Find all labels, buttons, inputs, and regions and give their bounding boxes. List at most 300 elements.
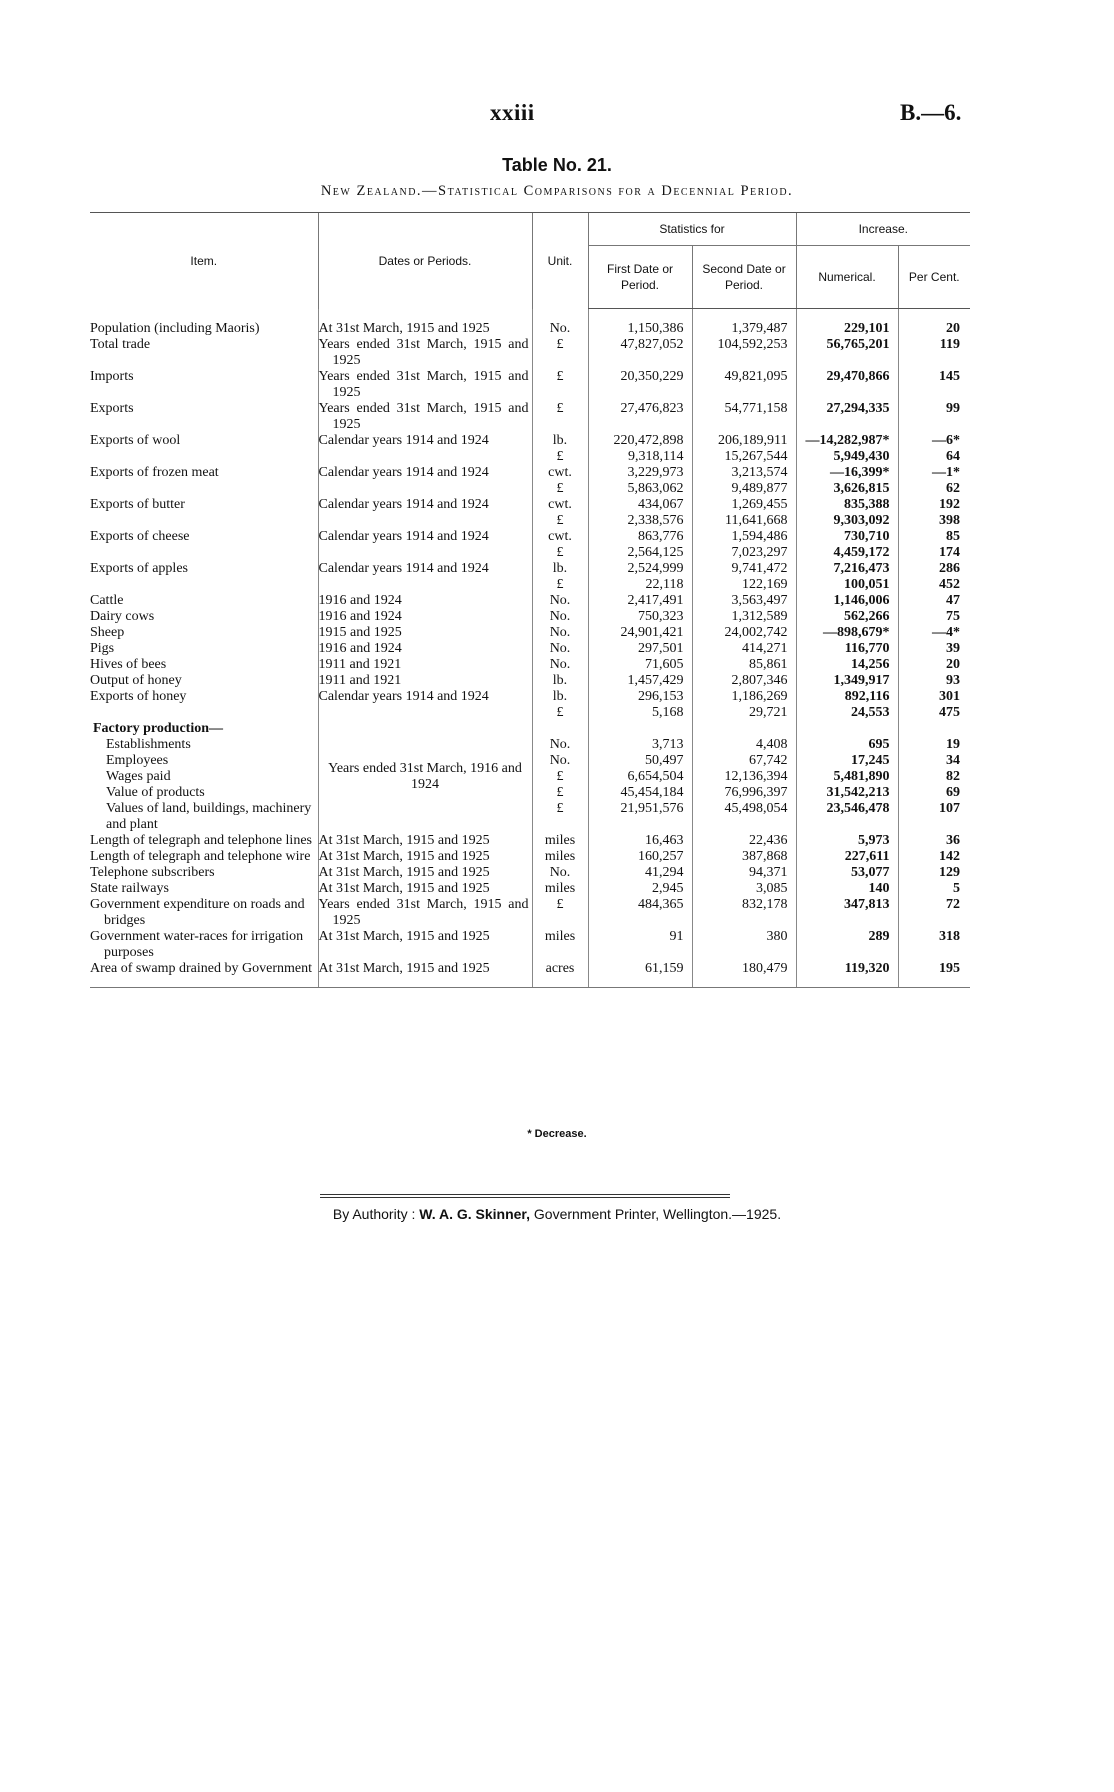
table-row: [90, 897, 970, 929]
row-item: Exports of frozen meat: [90, 465, 219, 480]
row-dates: 1911 and 1921: [318, 657, 532, 673]
row-unit: £: [532, 785, 588, 801]
empty-cell: [796, 977, 898, 988]
row-first-value-value: 220,472,898: [613, 433, 684, 448]
row-increase-percent-value: 47: [946, 593, 961, 608]
row-increase-numerical: 347,813: [796, 897, 898, 929]
row-unit: [532, 641, 588, 657]
row-increase-percent: [898, 497, 970, 529]
row-unit-value: cwt.: [548, 497, 572, 512]
row-first-value: 45,454,184: [588, 785, 692, 801]
header-second-date: Second Date or Period.: [692, 246, 796, 309]
row-first-value-value: 20,350,229: [620, 369, 684, 384]
row-first-value-value: 1,457,429: [627, 673, 684, 688]
row-second-value-value: 1,312,589: [731, 609, 788, 624]
row-increase-numerical: 31,542,213: [796, 785, 898, 801]
row-item: Length of telegraph and telephone wire: [90, 849, 311, 864]
header-statistics-for: Statistics for: [588, 213, 796, 246]
row-unit: [532, 529, 588, 561]
row-increase-numerical: [796, 465, 898, 497]
row-increase-percent-value: 301: [939, 689, 961, 704]
row-increase-percent: [898, 641, 970, 657]
row-second-value: 67,742: [692, 753, 796, 769]
row-unit: £: [532, 769, 588, 785]
row-increase-percent-value: 99: [946, 401, 961, 416]
row-dates: At 31st March, 1915 and 1925: [318, 849, 532, 865]
row-first-value-value: 24,901,421: [620, 625, 684, 640]
factory-dates: [318, 721, 532, 833]
row-second-value-value: 104,592,253: [717, 337, 788, 352]
row-dates: At 31st March, 1915 and 1925: [318, 833, 532, 849]
row-increase-numerical: [796, 561, 898, 593]
row-increase-numerical-value: 56,765,201: [826, 337, 890, 352]
row-second-value-value: 54,771,158: [724, 401, 788, 416]
row-unit-value: lb.: [552, 673, 568, 688]
row-unit-value: £: [556, 577, 564, 592]
row-second-value-value: 3,563,497: [731, 593, 788, 608]
row-first-value: [588, 657, 692, 673]
row-increase-numerical: [796, 337, 898, 369]
row-first-value-value: 27,476,823: [620, 401, 684, 416]
row-increase-numerical: [796, 673, 898, 689]
row-unit-value: £: [556, 545, 564, 560]
row-increase-numerical-value: 14,256: [851, 657, 890, 672]
row-second-value: 3,085: [692, 881, 796, 897]
row-dates: Years ended 31st March, 1915 and 1925: [318, 897, 532, 929]
row-increase-numerical: [796, 497, 898, 529]
row-item: Exports of wool: [90, 433, 181, 448]
row-second-value: [692, 673, 796, 689]
table-row: [90, 657, 970, 673]
row-increase-numerical: [796, 401, 898, 433]
row-unit: No.: [532, 865, 588, 881]
row-unit: [532, 401, 588, 433]
row-first-value: [588, 401, 692, 433]
page-number: xxiii: [490, 100, 535, 125]
row-second-value: 22,436: [692, 833, 796, 849]
table-row: [90, 433, 970, 465]
row-first-value: [588, 561, 692, 593]
row-increase-numerical-value: 100,051: [844, 577, 890, 592]
row-second-value: [692, 689, 796, 721]
row-increase-percent-value: 93: [946, 673, 961, 688]
imprint-printer-name: W. A. G. Skinner,: [419, 1206, 530, 1222]
row-unit-value: £: [556, 369, 564, 384]
row-increase-percent: 5: [898, 881, 970, 897]
row-increase-percent-value: —4*: [932, 625, 961, 640]
row-first-value: [588, 641, 692, 657]
row-first-value-value: 71,605: [645, 657, 684, 672]
row-second-value-value: 24,002,742: [724, 625, 788, 640]
row-first-value: 41,294: [588, 865, 692, 881]
row-item: Exports of butter: [90, 497, 185, 512]
header-unit: Unit.: [532, 213, 588, 309]
empty-cell: [898, 721, 970, 737]
row-unit: miles: [532, 849, 588, 865]
row-increase-numerical-value: 892,116: [844, 689, 890, 704]
row-unit: £: [532, 897, 588, 929]
row-unit: [532, 625, 588, 641]
row-second-value: 12,136,394: [692, 769, 796, 785]
row-second-value-value: 1,594,486: [731, 529, 788, 544]
row-dates: At 31st March, 1915 and 1925: [318, 321, 532, 337]
row-increase-percent-value: 75: [946, 609, 961, 624]
row-item: Pigs: [90, 641, 115, 656]
row-increase-percent-value: 39: [946, 641, 961, 656]
row-dates: Calendar years 1914 and 1924: [318, 561, 532, 593]
row-dates: 1916 and 1924: [318, 593, 532, 609]
table-row: [90, 561, 970, 593]
row-unit: miles: [532, 881, 588, 897]
row-increase-numerical: 289: [796, 929, 898, 961]
row-item: Sheep: [90, 625, 125, 640]
row-first-value: [588, 673, 692, 689]
header-per-cent: Per Cent.: [898, 246, 970, 309]
row-increase-percent: [898, 529, 970, 561]
printer-imprint: [0, 1206, 1114, 1222]
table-row: [90, 961, 970, 977]
row-first-value-value: 2,524,999: [627, 561, 684, 576]
row-item: Exports of cheese: [90, 529, 190, 544]
empty-cell: [796, 721, 898, 737]
table-row: [90, 529, 970, 561]
row-item: Total trade: [90, 337, 151, 352]
row-item: Length of telegraph and telephone lines: [90, 833, 312, 848]
row-unit-value: No.: [549, 657, 571, 672]
row-unit: [532, 593, 588, 609]
row-increase-numerical-value: 7,216,473: [833, 561, 890, 576]
row-increase-percent: 69: [898, 785, 970, 801]
empty-cell: [318, 977, 532, 988]
row-unit: [532, 433, 588, 465]
row-item: Cattle: [90, 593, 124, 608]
table-row: [90, 401, 970, 433]
row-increase-numerical: [796, 689, 898, 721]
header-dates: Dates or Periods.: [318, 213, 532, 309]
row-dates: Calendar years 1914 and 1924: [318, 465, 532, 497]
row-unit: [532, 321, 588, 337]
row-item: Wages paid: [106, 769, 171, 784]
row-increase-numerical: [796, 433, 898, 465]
row-second-value: 832,178: [692, 897, 796, 929]
row-increase-percent-value: 192: [939, 497, 961, 512]
table-row: [90, 337, 970, 369]
row-increase-numerical: 119,320: [796, 961, 898, 977]
row-increase-numerical: 140: [796, 881, 898, 897]
row-unit-value: lb.: [552, 433, 568, 448]
row-increase-numerical-value: 5,949,430: [833, 449, 890, 464]
row-second-value: [692, 497, 796, 529]
row-increase-percent: 107: [898, 801, 970, 833]
row-dates: Years ended 31st March, 1915 and 1925: [318, 337, 532, 369]
row-increase-percent: [898, 401, 970, 433]
row-second-value-value: 122,169: [742, 577, 788, 592]
row-second-value-value: 11,641,668: [725, 513, 788, 528]
row-second-value: [692, 561, 796, 593]
table-row: [90, 321, 970, 337]
row-first-value: 91: [588, 929, 692, 961]
row-first-value-value: 5,168: [652, 705, 684, 720]
row-item: Employees: [106, 753, 169, 768]
row-increase-numerical-value: 27,294,335: [826, 401, 890, 416]
table-row: [90, 673, 970, 689]
row-unit: No.: [532, 737, 588, 753]
row-unit-value: £: [556, 481, 564, 496]
row-item: Value of products: [106, 785, 205, 800]
row-item: Government water-races for irrigation purposes: [90, 929, 304, 960]
row-unit: [532, 465, 588, 497]
row-first-value: 3,713: [588, 737, 692, 753]
row-increase-percent-value: 286: [939, 561, 961, 576]
imprint-prefix: By Authority :: [332, 1206, 416, 1222]
row-unit-value: £: [556, 449, 564, 464]
row-first-value-value: 47,827,052: [620, 337, 684, 352]
row-second-value: [692, 433, 796, 465]
row-dates: At 31st March, 1915 and 1925: [318, 929, 532, 961]
row-first-value-value: 9,318,114: [628, 449, 684, 464]
row-increase-numerical-value: 1,146,006: [833, 593, 890, 608]
table-row: [90, 465, 970, 497]
row-item: Dairy cows: [90, 609, 155, 624]
row-increase-numerical-value: 3,626,815: [833, 481, 890, 496]
row-second-value: 387,868: [692, 849, 796, 865]
row-unit: [532, 689, 588, 721]
row-increase-numerical: 23,546,478: [796, 801, 898, 833]
row-increase-percent: [898, 625, 970, 641]
row-second-value-value: 1,269,455: [731, 497, 788, 512]
row-first-value: 16,463: [588, 833, 692, 849]
row-unit-value: No.: [549, 609, 571, 624]
row-first-value: 61,159: [588, 961, 692, 977]
row-increase-percent-value: 62: [946, 481, 961, 496]
table-row: [90, 369, 970, 401]
row-item: Establishments: [106, 737, 191, 752]
table-row: [90, 865, 970, 881]
row-increase-numerical-value: 9,303,092: [833, 513, 890, 528]
row-first-value: [588, 625, 692, 641]
row-increase-numerical-value: 562,266: [844, 609, 890, 624]
row-increase-percent-value: 119: [939, 337, 961, 352]
table-row: [90, 625, 970, 641]
row-dates: Calendar years 1914 and 1924: [318, 529, 532, 561]
row-unit: miles: [532, 929, 588, 961]
row-second-value-value: 1,379,487: [731, 321, 788, 336]
row-dates: 1916 and 1924: [318, 641, 532, 657]
row-unit: miles: [532, 833, 588, 849]
header-increase: Increase.: [796, 213, 970, 246]
row-first-value-value: 2,417,491: [627, 593, 684, 608]
row-increase-percent-value: 20: [946, 657, 961, 672]
row-increase-numerical-value: 229,101: [844, 321, 890, 336]
row-first-value-value: 2,564,125: [627, 545, 684, 560]
row-first-value-value: 863,776: [638, 529, 684, 544]
row-first-value: 484,365: [588, 897, 692, 929]
row-increase-numerical: 695: [796, 737, 898, 753]
row-increase-percent: [898, 561, 970, 593]
row-first-value: 6,654,504: [588, 769, 692, 785]
row-increase-numerical-value: 1,349,917: [833, 673, 890, 688]
row-increase-numerical-value: —898,679*: [823, 625, 890, 640]
row-item: Exports of honey: [90, 689, 187, 704]
row-first-value-value: 22,118: [645, 577, 684, 592]
row-first-value-value: 434,067: [638, 497, 684, 512]
row-unit-value: £: [556, 337, 564, 352]
empty-cell: [692, 977, 796, 988]
row-second-value-value: 29,721: [749, 705, 788, 720]
empty-cell: [898, 977, 970, 988]
row-first-value: [588, 497, 692, 529]
row-increase-numerical-value: 116,770: [844, 641, 890, 656]
row-unit-value: cwt.: [548, 465, 572, 480]
row-unit: [532, 337, 588, 369]
row-item: Output of honey: [90, 673, 182, 688]
row-unit-value: £: [556, 705, 564, 720]
row-increase-numerical: [796, 529, 898, 561]
table-subtitle: New Zealand.—Statistical Comparisons for a Decennial Period.: [320, 183, 794, 199]
row-dates: Years ended 31st March, 1915 and 1925: [318, 369, 532, 401]
row-increase-numerical-value: —16,399*: [830, 465, 890, 480]
row-unit-value: lb.: [552, 689, 568, 704]
row-unit: [532, 673, 588, 689]
empty-cell: [532, 977, 588, 988]
factory-dates-text: Years ended 31st March, 1916 and 1924: [328, 761, 522, 792]
row-second-value-value: 9,741,472: [731, 561, 788, 576]
row-dates: Calendar years 1914 and 1924: [318, 433, 532, 465]
row-increase-percent: [898, 337, 970, 369]
row-second-value-value: 2,807,346: [731, 673, 788, 688]
row-second-value-value: 85,861: [749, 657, 788, 672]
row-unit: [532, 497, 588, 529]
row-first-value-value: 750,323: [638, 609, 684, 624]
table-bottom-rule: [90, 977, 970, 988]
row-second-value: [692, 465, 796, 497]
row-item: Area of swamp drained by Government: [90, 961, 312, 976]
row-second-value-value: 15,267,544: [724, 449, 788, 464]
empty-cell: [588, 721, 692, 737]
row-increase-percent: 82: [898, 769, 970, 785]
row-unit-value: £: [556, 513, 564, 528]
row-second-value: 76,996,397: [692, 785, 796, 801]
row-dates: 1916 and 1924: [318, 609, 532, 625]
row-first-value: [588, 433, 692, 465]
row-increase-numerical-value: 29,470,866: [826, 369, 890, 384]
row-increase-numerical: [796, 321, 898, 337]
row-increase-percent: 195: [898, 961, 970, 977]
row-increase-percent-value: 85: [946, 529, 961, 544]
row-dates: 1911 and 1921: [318, 673, 532, 689]
row-first-value: [588, 529, 692, 561]
table-row: [90, 497, 970, 529]
row-first-value: [588, 593, 692, 609]
row-increase-numerical: 227,611: [796, 849, 898, 865]
row-increase-percent: [898, 433, 970, 465]
row-first-value-value: 2,338,576: [627, 513, 684, 528]
row-increase-percent-value: —1*: [932, 465, 961, 480]
row-first-value-value: 3,229,973: [627, 465, 684, 480]
row-item: Exports: [90, 401, 134, 416]
table-title: Table No. 21.: [502, 155, 612, 175]
row-second-value-value: 206,189,911: [718, 433, 788, 448]
row-unit-value: No.: [549, 593, 571, 608]
row-increase-percent: [898, 657, 970, 673]
row-increase-percent: 36: [898, 833, 970, 849]
row-second-value: [692, 401, 796, 433]
empty-cell: [532, 721, 588, 737]
row-unit: No.: [532, 753, 588, 769]
row-increase-numerical-value: 4,459,172: [833, 545, 890, 560]
row-increase-percent-value: 174: [939, 545, 961, 560]
row-item: Exports of apples: [90, 561, 188, 576]
row-first-value-value: 5,863,062: [627, 481, 684, 496]
row-second-value: 380: [692, 929, 796, 961]
statistics-table: [90, 212, 970, 988]
empty-cell: [90, 977, 318, 988]
row-increase-numerical: [796, 369, 898, 401]
row-increase-numerical: [796, 657, 898, 673]
table-row: [90, 849, 970, 865]
row-increase-numerical: 5,973: [796, 833, 898, 849]
factory-heading: Factory production—: [93, 721, 224, 736]
row-unit: [532, 609, 588, 625]
row-unit-value: No.: [549, 625, 571, 640]
row-increase-numerical: [796, 593, 898, 609]
row-second-value: [692, 625, 796, 641]
row-increase-numerical-value: 730,710: [844, 529, 890, 544]
row-increase-numerical-value: 835,388: [844, 497, 890, 512]
row-dates: Calendar years 1914 and 1924: [318, 689, 532, 721]
table-row: [90, 833, 970, 849]
row-unit: [532, 561, 588, 593]
row-increase-percent: [898, 609, 970, 625]
row-second-value: 180,479: [692, 961, 796, 977]
row-second-value: 94,371: [692, 865, 796, 881]
row-increase-percent-value: 20: [946, 321, 961, 336]
row-second-value-value: 49,821,095: [724, 369, 788, 384]
row-unit-value: No.: [549, 641, 571, 656]
row-item: Imports: [90, 369, 134, 384]
row-unit: acres: [532, 961, 588, 977]
row-item: State railways: [90, 881, 169, 896]
row-item: Values of land, buildings, machinery and plant: [106, 801, 312, 832]
table-row: [90, 641, 970, 657]
row-increase-percent: 318: [898, 929, 970, 961]
row-increase-percent: 72: [898, 897, 970, 929]
row-second-value: 4,408: [692, 737, 796, 753]
row-second-value: [692, 593, 796, 609]
table-row: [90, 689, 970, 721]
divider: [320, 1197, 730, 1198]
row-first-value-value: 296,153: [638, 689, 684, 704]
row-first-value: 21,951,576: [588, 801, 692, 833]
row-unit: [532, 657, 588, 673]
row-increase-percent-value: —6*: [932, 433, 961, 448]
row-first-value: [588, 609, 692, 625]
row-dates: 1915 and 1925: [318, 625, 532, 641]
row-first-value: [588, 465, 692, 497]
row-increase-percent: [898, 689, 970, 721]
row-second-value: [692, 321, 796, 337]
row-first-value: [588, 689, 692, 721]
row-increase-percent: [898, 321, 970, 337]
empty-cell: [692, 721, 796, 737]
table-row: [90, 593, 970, 609]
row-first-value: [588, 321, 692, 337]
row-first-value: [588, 369, 692, 401]
factory-heading-row: [90, 721, 970, 737]
footnote: * Decrease.: [527, 1128, 587, 1140]
row-second-value-value: 9,489,877: [731, 481, 788, 496]
row-increase-percent: [898, 465, 970, 497]
